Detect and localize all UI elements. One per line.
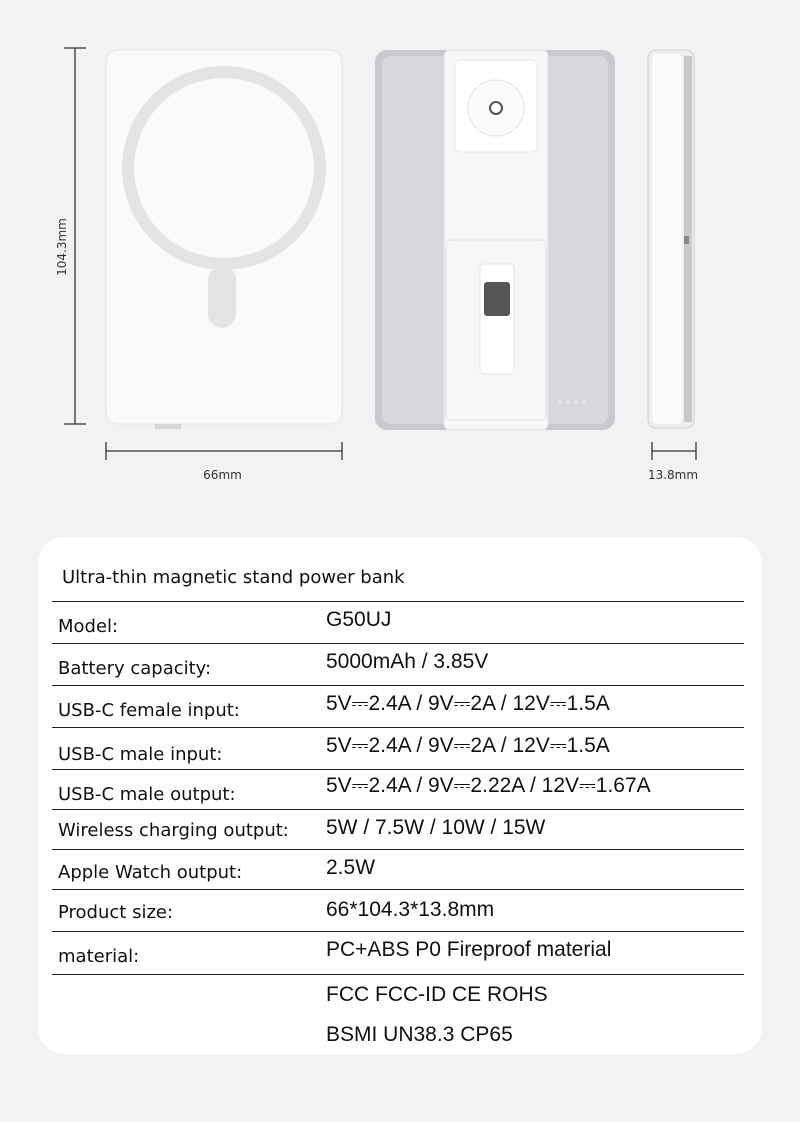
spec-value: 5V⎓2.4A / 9V⎓2A / 12V⎓1.5A	[326, 692, 610, 715]
spec-value: 5000mAh / 3.85V	[326, 650, 489, 673]
front-view	[106, 50, 342, 429]
width-label: 66mm	[203, 468, 242, 482]
spec-title: Ultra-thin magnetic stand power bank	[62, 567, 405, 588]
spec-card	[38, 537, 762, 1054]
side-view	[648, 50, 694, 428]
spec-label: Product size:	[58, 902, 174, 923]
depth-dimension-line	[652, 442, 696, 460]
spec-value: 5V⎓2.4A / 9V⎓2A / 12V⎓1.5A	[326, 734, 610, 757]
product-drawing	[0, 0, 800, 520]
spec-label: material:	[58, 946, 140, 967]
depth-label: 13.8mm	[647, 468, 699, 482]
spec-label: USB-C male input:	[58, 744, 223, 765]
spec-row-battery	[52, 643, 744, 686]
spec-value: PC+ABS P0 Fireproof material	[326, 938, 612, 961]
spec-row-wireless	[52, 809, 744, 850]
spec-label: Model:	[58, 616, 119, 637]
height-label: 104.3mm	[55, 218, 69, 276]
spec-label: USB-C male output:	[58, 784, 236, 805]
spec-label: Wireless charging output:	[58, 820, 289, 841]
back-view	[375, 50, 615, 430]
spec-value: 66*104.3*13.8mm	[326, 898, 495, 921]
product-diagram	[0, 0, 800, 520]
spec-value: G50UJ	[326, 608, 392, 631]
spec-label: Battery capacity:	[58, 658, 212, 679]
spec-row-material	[52, 931, 744, 975]
spec-row-model	[52, 601, 744, 644]
spec-label: Apple Watch output:	[58, 862, 243, 883]
width-dimension-line	[106, 442, 342, 460]
certification-line-2: BSMI UN38.3 CP65	[326, 1023, 513, 1046]
spec-row-size	[52, 889, 744, 932]
spec-value: 5W / 7.5W / 10W / 15W	[326, 816, 546, 839]
spec-value: 2.5W	[326, 856, 376, 879]
spec-label: USB-C female input:	[58, 700, 240, 721]
spec-value: 5V⎓2.4A / 9V⎓2.22A / 12V⎓1.67A	[326, 774, 651, 797]
spec-row-female-input	[52, 685, 744, 728]
certification-line-1: FCC FCC-ID CE ROHS	[326, 983, 548, 1006]
spec-row-male-input	[52, 727, 744, 770]
spec-row-male-output	[52, 769, 744, 810]
spec-row-watch	[52, 849, 744, 890]
